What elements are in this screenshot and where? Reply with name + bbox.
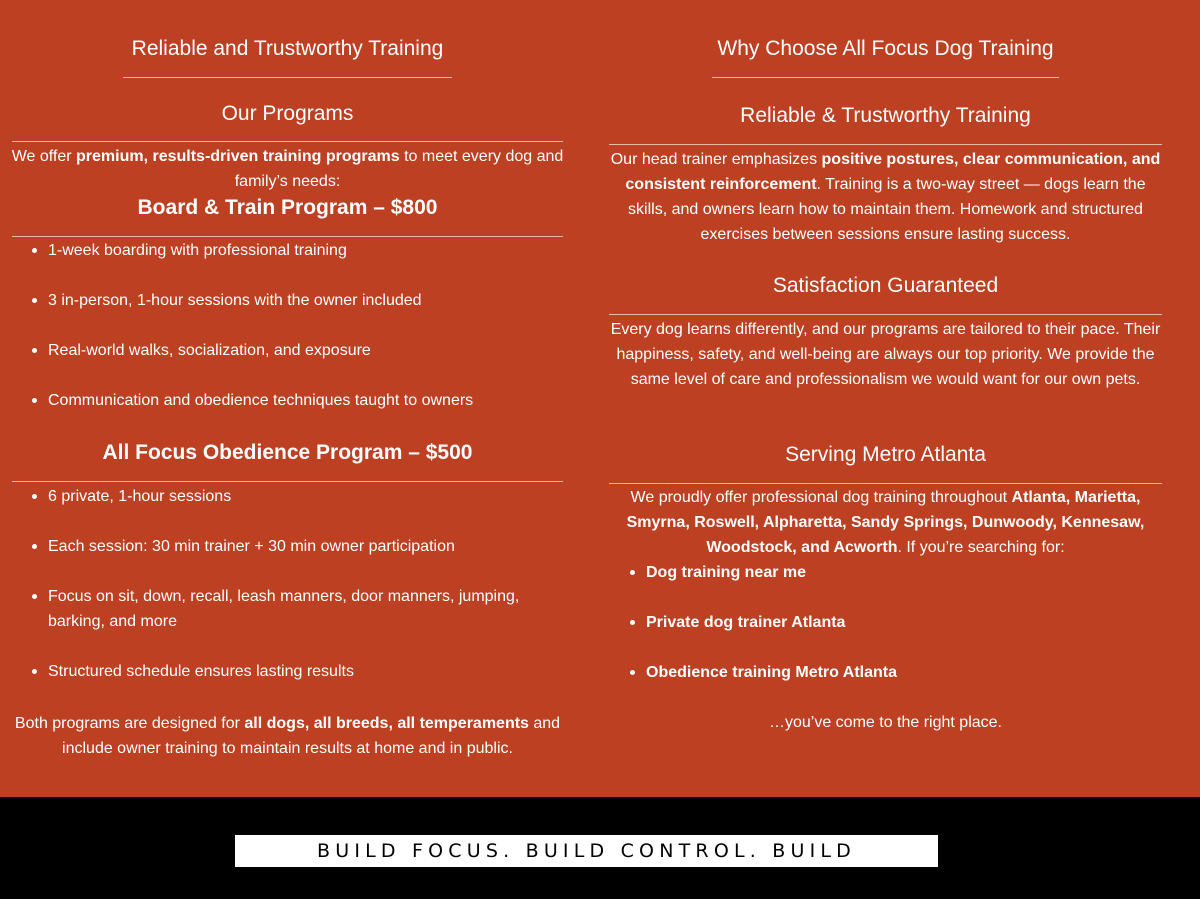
list-item: Structured schedule ensures lasting results (30, 659, 540, 684)
list-item: Dog training near me (628, 560, 1148, 585)
reliable-heading: Reliable & Trustworthy Training (740, 104, 1031, 127)
search-terms-list (628, 560, 1148, 710)
service-area-text: We proudly offer professional dog training throughout Atlanta, Marietta, Smyrna, Roswell, Alpharetta, Sandy Springs, Dunwoody, Kennesaw, Woodstock, and Acworth. If you’re searching for: (626, 489, 1145, 556)
programs-closing: Both programs are designed for all dogs, all breeds, all temperaments and include owner training to maintain results at home and in public. (14, 715, 561, 757)
list-item: 6 private, 1-hour sessions (30, 484, 540, 509)
obedience-title: All Focus Obedience Program – $500 (102, 441, 473, 464)
programs-intro: We offer premium, results-driven training programs to meet every dog and family’s needs: (11, 148, 564, 190)
right-top-title: Why Choose All Focus Dog Training (717, 37, 1054, 60)
service-area-heading: Serving Metro Atlanta (785, 443, 986, 466)
programs-divider (12, 141, 563, 142)
board-train-title: Board & Train Program – $800 (137, 196, 438, 219)
obedience-list (30, 484, 540, 709)
list-item: Private dog trainer Atlanta (628, 610, 1148, 635)
programs-heading: Our Programs (221, 102, 354, 125)
satisfaction-divider (609, 314, 1162, 315)
board-train-divider (12, 236, 563, 237)
satisfaction-text: Every dog learns differently, and our programs are tailored to their pace. Their happiness, safety, and well-being are always our top priority. We provide the same level of care and professionalism we would want for our own pets. (610, 321, 1161, 388)
board-train-list (30, 238, 570, 438)
tagline-banner: BUILD FOCUS. BUILD CONTROL. BUILD CONFIDENCE. (235, 835, 938, 867)
obedience-divider (12, 481, 563, 482)
list-item: Communication and obedience techniques taught to owners (30, 388, 570, 413)
list-item: 1-week boarding with professional training (30, 238, 570, 263)
satisfaction-heading: Satisfaction Guaranteed (772, 274, 999, 297)
right-top-divider (712, 77, 1059, 78)
programs-closing-highlight: all dogs, all breeds, all temperaments (244, 715, 529, 732)
left-top-divider (123, 77, 452, 78)
service-area-divider (609, 483, 1162, 484)
service-area-closing: …you’ve come to the right place. (768, 714, 1002, 731)
list-item: Focus on sit, down, recall, leash manners, door manners, jumping, barking, and more (30, 584, 540, 634)
service-area-cities: Atlanta, Marietta, Smyrna, Roswell, Alpharetta, Sandy Springs, Dunwoody, Kennesaw, Woodstock, and Acworth (626, 489, 1145, 556)
list-item: Each session: 30 min trainer + 30 min owner participation (30, 534, 540, 559)
list-item: Obedience training Metro Atlanta (628, 660, 1148, 685)
programs-intro-highlight: premium, results-driven training programs (76, 148, 400, 165)
reliable-text: Our head trainer emphasizes positive postures, clear communication, and consistent reinforcement. Training is a two-way street — dogs learn the skills, and owners learn how to maintain them. Homework and structured exercises between sessions ensure lasting success. (610, 151, 1161, 243)
list-item: 3 in-person, 1-hour sessions with the owner included (30, 288, 570, 313)
reliable-divider (609, 144, 1162, 145)
left-top-title: Reliable and Trustworthy Training (131, 37, 444, 60)
list-item: Real-world walks, socialization, and exposure (30, 338, 570, 363)
reliable-highlight: positive postures, clear communication, and consistent reinforcement (625, 151, 1161, 193)
